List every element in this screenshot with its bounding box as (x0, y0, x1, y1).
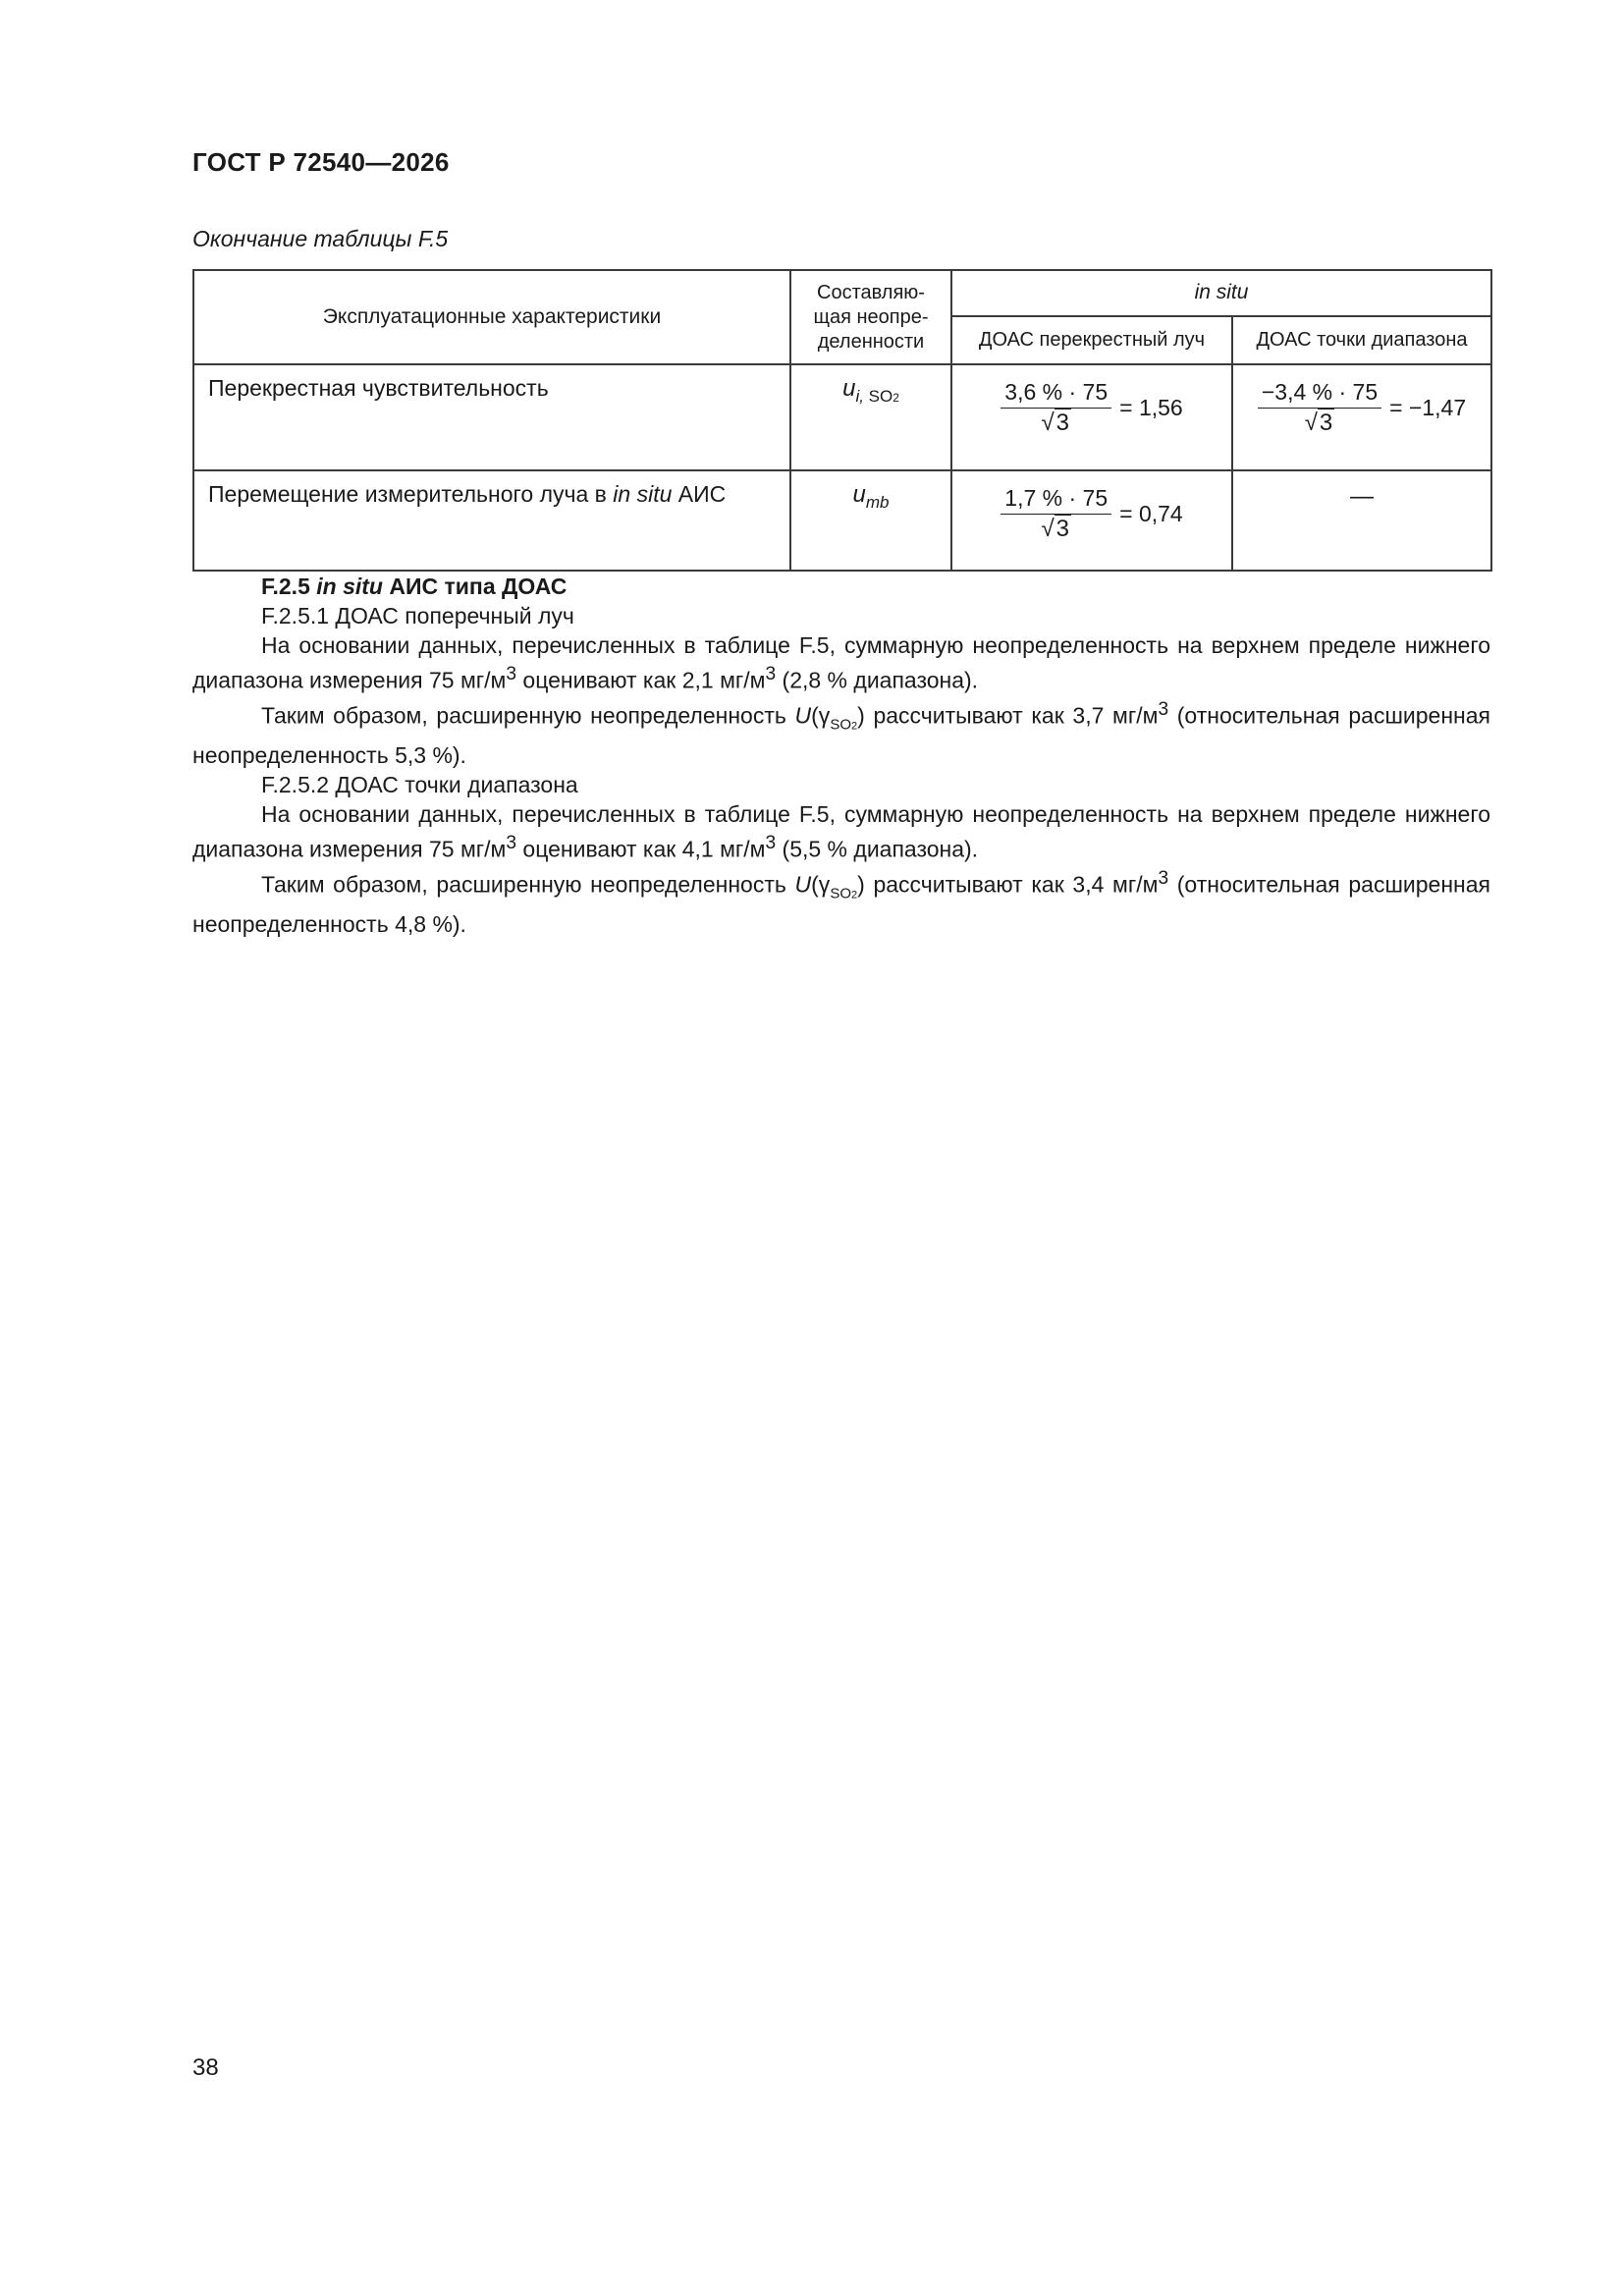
paragraph: На основании данных, перечисленных в таблице F.5, суммарную неопределенность на верхнем пределе нижнего диапазона измерения 75 $мг/м^3$ оценивают как 2,1 $мг/м^3$ (2,8 % диапазона). (192, 632, 1490, 693)
subsection-title: F.2.5.1 ДОАС поперечный луч (261, 603, 574, 629)
row-label: Перемещение измерительного луча в in situ АИС (193, 470, 790, 571)
page-number: 38 (192, 2054, 219, 2081)
range-points-formula: $\frac{-3,4 \% \cdot 75}{√3}$ = −1,47 (1232, 364, 1491, 470)
row-symbol: $u_{mb}$ (790, 470, 951, 571)
paragraph: На основании данных, перечисленных в таблице F.5, суммарную неопределенность на верхнем пределе нижнего диапазона измерения 75 $мг/м^3$ оценивают как 4,1 $мг/м^3$ (5,5 % диапазона). (192, 800, 1490, 862)
row-symbol: $u_{i, SO2}$ (790, 364, 951, 470)
table-row (193, 364, 1491, 470)
table-row (193, 470, 1491, 571)
header-in-situ: in situ (951, 270, 1491, 316)
paragraph: Таким образом, расширенную неопределенность $U(\gamma_{SO2})$ рассчитывают как 3,7 $мг/м^3$ (относительная расширенная неопределенность 5,3 %). (192, 698, 1490, 768)
paragraph: Таким образом, расширенную неопределенность $U(\gamma_{SO2})$ рассчитывают как 3,4 $мг/м^3$ (относительная расширенная неопределенность 4,8 %). (192, 867, 1490, 937)
row-label: Перекрестная чувствительность (193, 364, 790, 470)
subsection-title: F.2.5.2 ДОАС точки диапазона (261, 771, 578, 797)
header-doas-range-points: ДОАС точки диапазона (1232, 316, 1491, 364)
section-heading: F.2.5 in situ АИС типа ДОАС (261, 574, 568, 599)
header-doas-cross-beam: ДОАС перекрестный луч (951, 316, 1232, 364)
range-points-value: — (1232, 470, 1491, 571)
document-header: ГОСТ Р 72540—2026 (192, 147, 450, 177)
body-text (192, 572, 1490, 939)
cross-beam-formula: $\frac{1,7 \% \cdot 75}{√3}$ = 0,74 (951, 470, 1232, 571)
table-f5 (192, 269, 1492, 572)
header-component: Составляю- щая неопре- деленности (790, 270, 951, 364)
cross-beam-formula: $\frac{3,6 \% \cdot 75}{√3}$ = 1,56 (951, 364, 1232, 470)
table-caption: Окончание таблицы F.5 (192, 226, 449, 251)
header-characteristics: Эксплуатационные характеристики (193, 270, 790, 364)
